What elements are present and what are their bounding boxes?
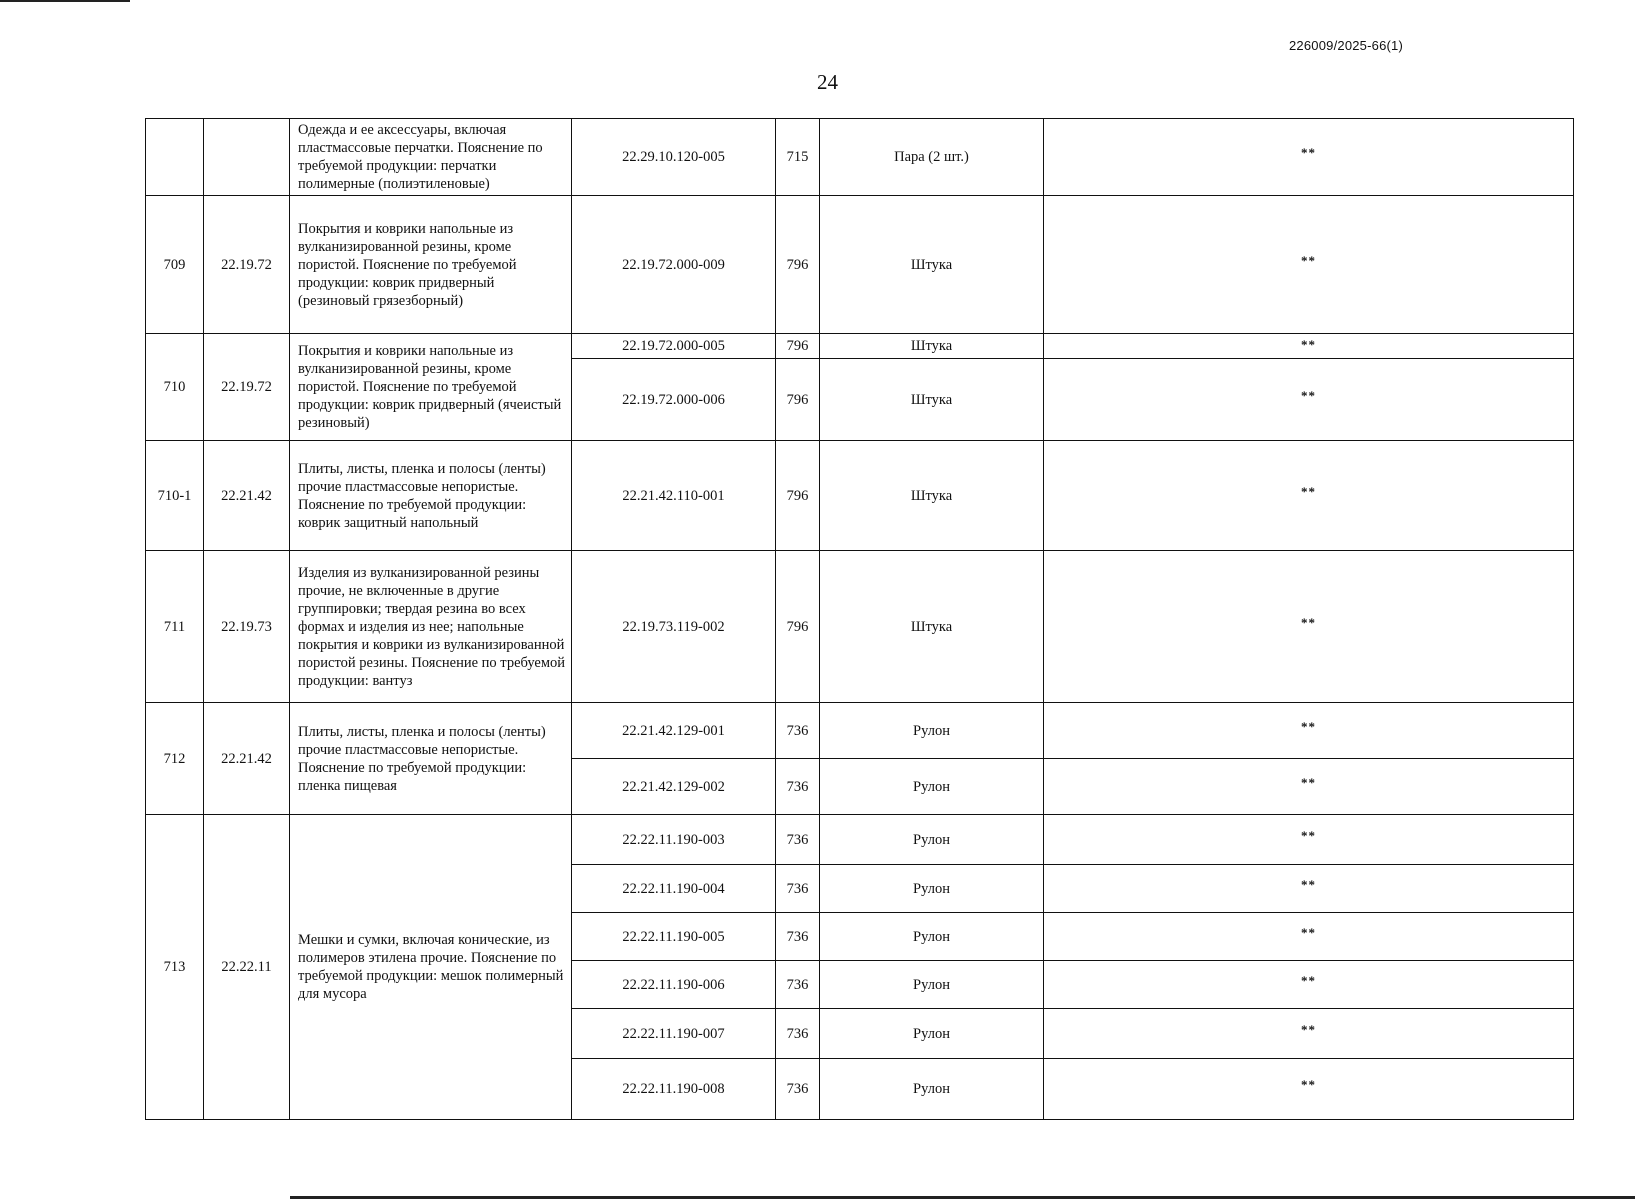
- table-row: [146, 551, 1574, 703]
- unit-name: Штука: [820, 334, 1044, 359]
- okpd-code: 22.22.11: [204, 815, 290, 1120]
- ktru-code: 22.29.10.120-005: [572, 119, 776, 196]
- value-cell: **: [1044, 334, 1574, 359]
- okei-code: 736: [776, 961, 820, 1009]
- ktru-code: 22.19.72.000-005: [572, 334, 776, 359]
- products-table: [145, 118, 1574, 1120]
- okei-code: 796: [776, 551, 820, 703]
- value-cell: **: [1044, 359, 1574, 441]
- ktru-code: 22.22.11.190-007: [572, 1009, 776, 1059]
- value-cell: **: [1044, 913, 1574, 961]
- value-cell: **: [1044, 441, 1574, 551]
- okei-code: 715: [776, 119, 820, 196]
- product-description: Покрытия и коврики напольные из вулканизированной резины, кроме пористой. Пояснение по требуемой продукции: коврик придверный (ячеистый резиновый): [290, 334, 572, 441]
- row-number: 713: [146, 815, 204, 1120]
- ktru-code: 22.19.73.119-002: [572, 551, 776, 703]
- value-cell: **: [1044, 703, 1574, 759]
- value-cell: **: [1044, 961, 1574, 1009]
- unit-name: Штука: [820, 359, 1044, 441]
- row-number: 709: [146, 196, 204, 334]
- unit-name: Штука: [820, 551, 1044, 703]
- okei-code: 736: [776, 1059, 820, 1120]
- value-cell: **: [1044, 759, 1574, 815]
- unit-name: Штука: [820, 441, 1044, 551]
- value-cell: **: [1044, 196, 1574, 334]
- unit-name: Рулон: [820, 961, 1044, 1009]
- okpd-code: 22.21.42: [204, 703, 290, 815]
- unit-name: Рулон: [820, 1009, 1044, 1059]
- row-number: 710-1: [146, 441, 204, 551]
- row-number: [146, 119, 204, 196]
- row-number: 710: [146, 334, 204, 441]
- scan-edge-bottom: [290, 1196, 1635, 1199]
- okpd-code: [204, 119, 290, 196]
- ktru-code: 22.19.72.000-009: [572, 196, 776, 334]
- ktru-code: 22.19.72.000-006: [572, 359, 776, 441]
- value-cell: **: [1044, 865, 1574, 913]
- okei-code: 796: [776, 359, 820, 441]
- table-row: [146, 703, 1574, 759]
- ktru-code: 22.22.11.190-006: [572, 961, 776, 1009]
- ktru-code: 22.21.42.110-001: [572, 441, 776, 551]
- okpd-code: 22.19.72: [204, 196, 290, 334]
- unit-name: Рулон: [820, 1059, 1044, 1120]
- okei-code: 796: [776, 196, 820, 334]
- scan-edge-top: [0, 0, 130, 2]
- ktru-code: 22.21.42.129-002: [572, 759, 776, 815]
- table-row: [146, 815, 1574, 865]
- document-id: 226009/2025-66(1): [1289, 38, 1403, 53]
- okei-code: 736: [776, 815, 820, 865]
- okei-code: 796: [776, 334, 820, 359]
- unit-name: Рулон: [820, 815, 1044, 865]
- ktru-code: 22.22.11.190-005: [572, 913, 776, 961]
- product-description: Покрытия и коврики напольные из вулканизированной резины, кроме пористой. Пояснение по требуемой продукции: коврик придверный (резиновый грязезборный): [290, 196, 572, 334]
- page-number: 24: [817, 70, 838, 94]
- table-row: [146, 196, 1574, 334]
- okei-code: 736: [776, 1009, 820, 1059]
- unit-name: Рулон: [820, 703, 1044, 759]
- ktru-code: 22.22.11.190-004: [572, 865, 776, 913]
- value-cell: **: [1044, 1009, 1574, 1059]
- okei-code: 736: [776, 865, 820, 913]
- okei-code: 736: [776, 703, 820, 759]
- value-cell: **: [1044, 815, 1574, 865]
- ktru-code: 22.21.42.129-001: [572, 703, 776, 759]
- okpd-code: 22.21.42: [204, 441, 290, 551]
- value-cell: **: [1044, 1059, 1574, 1120]
- value-cell: **: [1044, 119, 1574, 196]
- product-description: Плиты, листы, пленка и полосы (ленты) прочие пластмассовые непористые. Пояснение по требуемой продукции: коврик защитный напольный: [290, 441, 572, 551]
- ktru-code: 22.22.11.190-008: [572, 1059, 776, 1120]
- ktru-code: 22.22.11.190-003: [572, 815, 776, 865]
- row-number: 711: [146, 551, 204, 703]
- okei-code: 796: [776, 441, 820, 551]
- unit-name: Рулон: [820, 913, 1044, 961]
- unit-name: Рулон: [820, 865, 1044, 913]
- row-number: 712: [146, 703, 204, 815]
- table-row: [146, 119, 1574, 196]
- product-description: Одежда и ее аксессуары, включая пластмассовые перчатки. Пояснение по требуемой продукции: перчатки полимерные (полиэтиленовые): [290, 119, 572, 196]
- value-cell: **: [1044, 551, 1574, 703]
- unit-name: Рулон: [820, 759, 1044, 815]
- unit-name: Пара (2 шт.): [820, 119, 1044, 196]
- product-description: Плиты, листы, пленка и полосы (ленты) прочие пластмассовые непористые. Пояснение по требуемой продукции: пленка пищевая: [290, 703, 572, 815]
- okpd-code: 22.19.73: [204, 551, 290, 703]
- okpd-code: 22.19.72: [204, 334, 290, 441]
- table-row: [146, 334, 1574, 359]
- table-row: [146, 441, 1574, 551]
- okei-code: 736: [776, 759, 820, 815]
- okei-code: 736: [776, 913, 820, 961]
- unit-name: Штука: [820, 196, 1044, 334]
- product-description: Мешки и сумки, включая конические, из полимеров этилена прочие. Пояснение по требуемой продукции: мешок полимерный для мусора: [290, 815, 572, 1120]
- product-description: Изделия из вулканизированной резины прочие, не включенные в другие группировки; твердая резина во всех формах и изделия из нее; напольные покрытия и коврики из вулканизированной пористой резины. Пояснение по требуемой продукции: вантуз: [290, 551, 572, 703]
